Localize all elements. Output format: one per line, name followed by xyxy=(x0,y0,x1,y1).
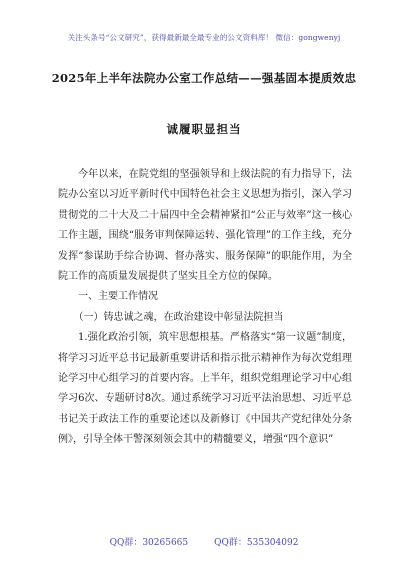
point-paragraph: 1.强化政治引领，筑牢思想根基。严格落实“第一议题”制度，将学习习近平总书记最新重要讲话和指示批示精神作为每次党组理论学习中心组学习的首要内容。上半年，组织党组理论学习中心组学习6次、专题研讨8次。通过系统学习习近平法治思想、习近平总书记关于政法工作的重要论述以及新修订《中国共产党纪律处分条例》，引导全体干警深刻领会其中的精髓要义，增强“四个意识” xyxy=(58,332,352,446)
document-title-line-1: 2025年上半年法院办公室工作总结——强基固本提质效忠 xyxy=(51,71,357,85)
section-heading: 一、主要工作情况 xyxy=(78,291,158,303)
document-body xyxy=(58,165,352,451)
header-promo-note: 关注头条号“公文研究”，获得最新最全最专业的公文资料库！ 微信：gongwenyj xyxy=(67,33,341,42)
footer-qq-group-1: QQ群：30265665 xyxy=(109,538,189,548)
footer-qq-group-2: QQ群：535304092 xyxy=(214,538,299,548)
footer-qq-groups xyxy=(0,535,408,548)
document-title-line-2: 诚履职显担当 xyxy=(166,122,242,136)
subsection-heading: （一）铸忠诚之魂，在政治建设中彰显法院担当 xyxy=(73,311,284,323)
intro-paragraph: 今年以来，在院党组的坚强领导和上级法院的有力指导下，法院办公室以习近平新时代中国特色社会主义思想为指引，深入学习贯彻党的二十大及二十届四中全会精神紧扣“公正与效率”这一核心工作主题，围绕“服务审判保障运转、强化管理”的工作主线，充分发挥“参谋助手综合协调、督办落实、服务保障”的职能作用，为全院工作的高质量发展提供了坚实且全方位的保障。 xyxy=(58,169,352,283)
